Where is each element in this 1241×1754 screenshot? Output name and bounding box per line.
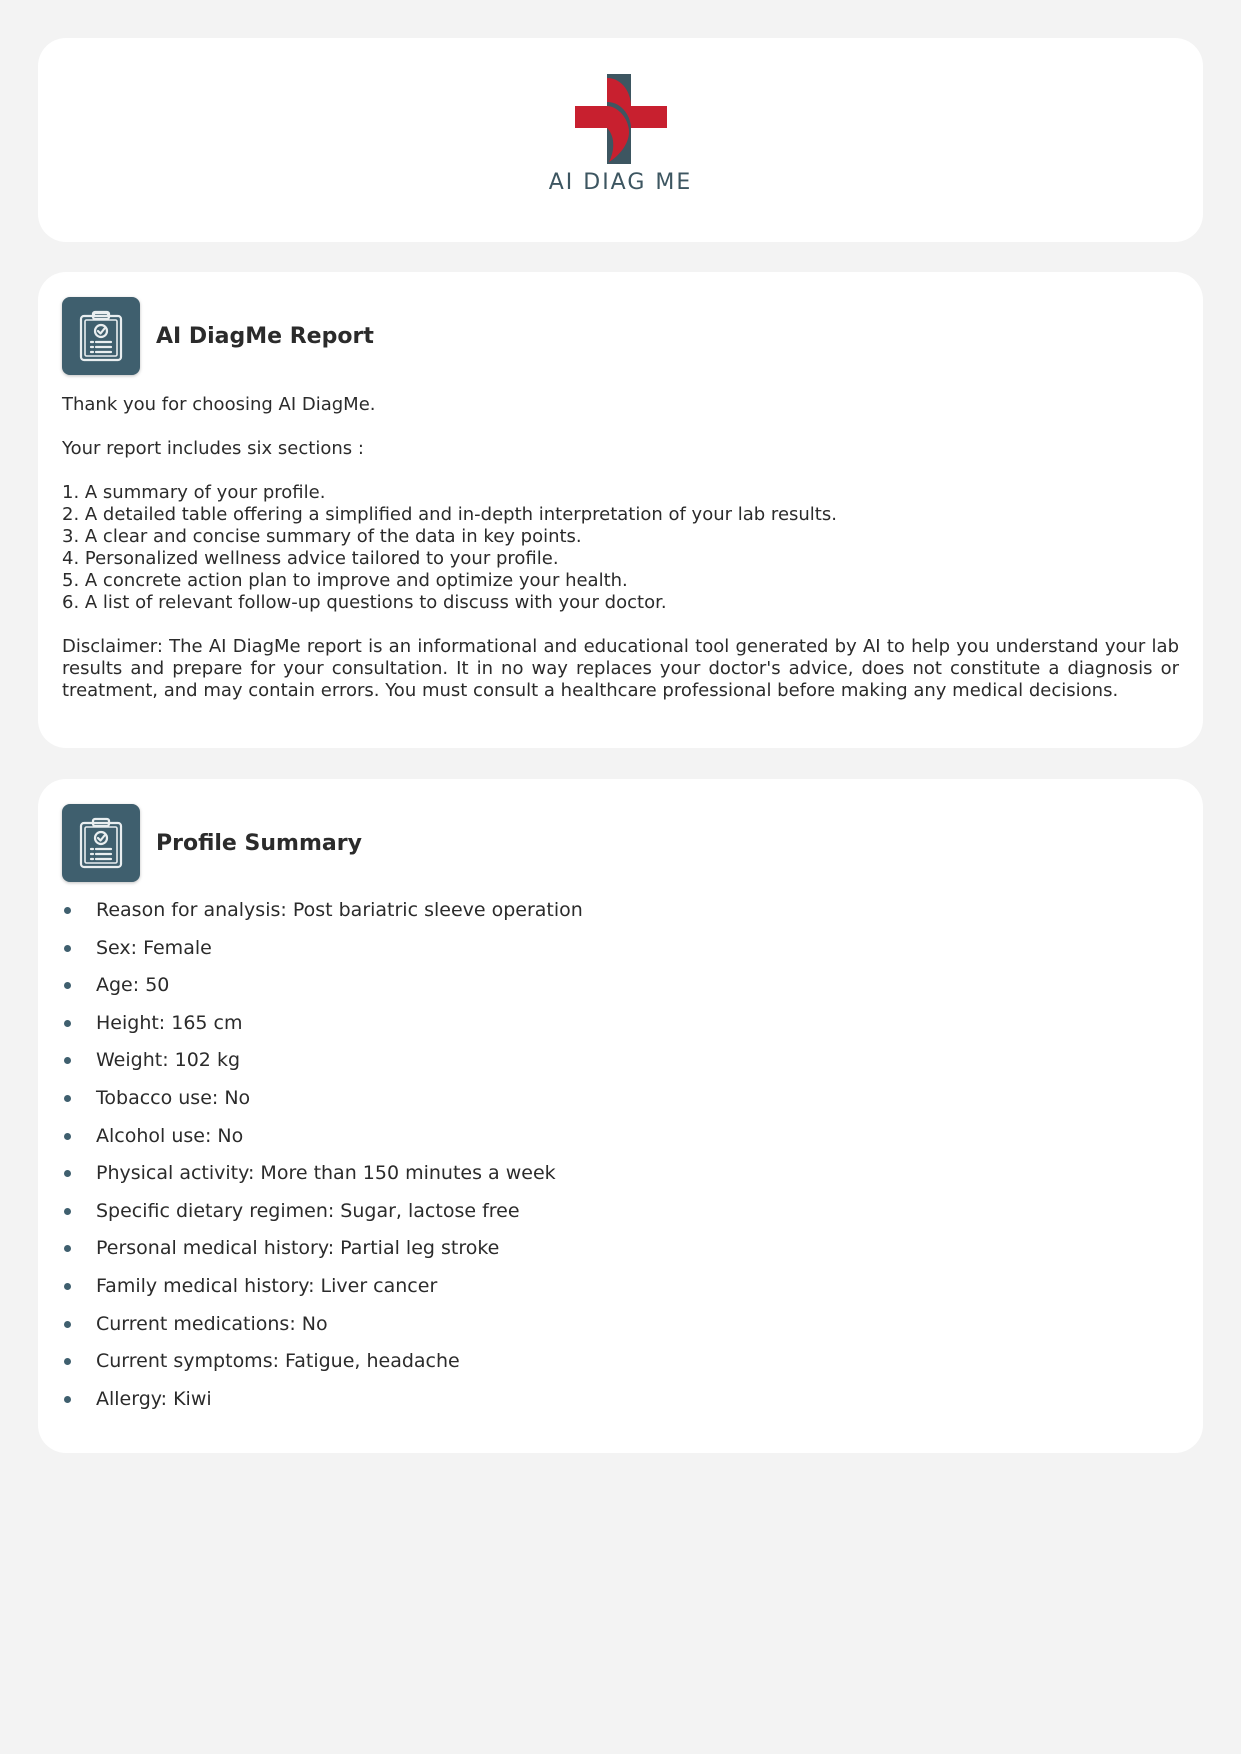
bullet-icon xyxy=(64,1358,71,1365)
list-item-text: Weight: 102 kg xyxy=(96,1049,241,1072)
bullet-icon xyxy=(64,1170,71,1177)
list-item-text: Sex: Female xyxy=(96,936,212,959)
list-item xyxy=(62,1087,1179,1125)
logo-card xyxy=(38,38,1203,242)
report-section-item: 4. Personalized wellness advice tailored to your profile. xyxy=(62,548,559,569)
list-item xyxy=(62,1012,1179,1050)
list-item-text: Age: 50 xyxy=(96,974,170,997)
bullet-icon xyxy=(64,907,71,914)
bullet-icon xyxy=(64,1020,71,1027)
report-intro: Thank you for choosing AI DiagMe. xyxy=(62,394,376,415)
list-item-text: Personal medical history: Partial leg stroke xyxy=(96,1237,500,1260)
report-section-item: 2. A detailed table offering a simplified and in-depth interpretation of your lab results. xyxy=(62,504,837,525)
list-item-text: Current symptoms: Fatigue, headache xyxy=(96,1350,460,1373)
clipboard-check-icon xyxy=(62,297,140,375)
bullet-icon xyxy=(64,1095,71,1102)
bullet-icon xyxy=(64,1321,71,1328)
list-item-text: Height: 165 cm xyxy=(96,1011,243,1034)
list-item xyxy=(62,1275,1179,1313)
list-item-text: Current medications: No xyxy=(96,1312,328,1335)
list-item xyxy=(62,1162,1179,1200)
logo-text: AI DIAG ME xyxy=(548,170,693,195)
list-item xyxy=(62,1313,1179,1351)
bullet-icon xyxy=(64,1396,71,1403)
list-item xyxy=(62,1350,1179,1388)
list-item xyxy=(62,1200,1179,1238)
list-item xyxy=(62,899,1179,937)
list-item-text: Physical activity: More than 150 minutes a week xyxy=(96,1162,556,1185)
list-item xyxy=(62,1388,1179,1426)
list-item-text: Tobacco use: No xyxy=(96,1086,251,1109)
profile-title: Profile Summary xyxy=(156,830,362,856)
profile-card xyxy=(38,779,1203,1453)
medical-cross-logo-icon xyxy=(571,74,671,166)
bullet-icon xyxy=(64,1283,71,1290)
report-section-item: 6. A list of relevant follow-up questions to discuss with your doctor. xyxy=(62,592,667,613)
list-item-text: Reason for analysis: Post bariatric sleeve operation xyxy=(96,899,583,921)
bullet-icon xyxy=(64,1057,71,1064)
list-item xyxy=(62,974,1179,1012)
report-body xyxy=(62,394,1179,702)
report-sections-intro: Your report includes six sections : xyxy=(62,438,364,459)
profile-header xyxy=(62,803,1179,883)
list-item xyxy=(62,1237,1179,1275)
bullet-icon xyxy=(64,982,71,989)
profile-list xyxy=(62,899,1179,1425)
list-item-text: Allergy: Kiwi xyxy=(96,1387,212,1410)
bullet-icon xyxy=(64,1208,71,1215)
list-item-text: Alcohol use: No xyxy=(96,1124,244,1147)
list-item xyxy=(62,1125,1179,1163)
list-item xyxy=(62,937,1179,975)
report-title: AI DiagMe Report xyxy=(156,323,374,349)
report-section-item: 5. A concrete action plan to improve and optimize your health. xyxy=(62,570,628,591)
report-card xyxy=(38,272,1203,748)
logo xyxy=(38,74,1203,195)
list-item xyxy=(62,1049,1179,1087)
report-header xyxy=(62,296,1179,376)
list-item-text: Specific dietary regimen: Sugar, lactose free xyxy=(96,1199,520,1222)
clipboard-check-icon xyxy=(62,804,140,882)
bullet-icon xyxy=(64,945,71,952)
bullet-icon xyxy=(64,1133,71,1140)
bullet-icon xyxy=(64,1245,71,1252)
report-section-item: 1. A summary of your profile. xyxy=(62,482,326,503)
list-item-text: Family medical history: Liver cancer xyxy=(96,1274,438,1297)
report-disclaimer: Disclaimer: The AI DiagMe report is an informational and educational tool generated by AI to help you understand your lab results and prepare for your consultation. It in no way replaces your doctor's advice, does not constitute a diagnosis or treatment, and may contain errors. You must consult a healthcare professional before making any medical decisions. xyxy=(62,636,1179,701)
report-section-item: 3. A clear and concise summary of the data in key points. xyxy=(62,526,582,547)
